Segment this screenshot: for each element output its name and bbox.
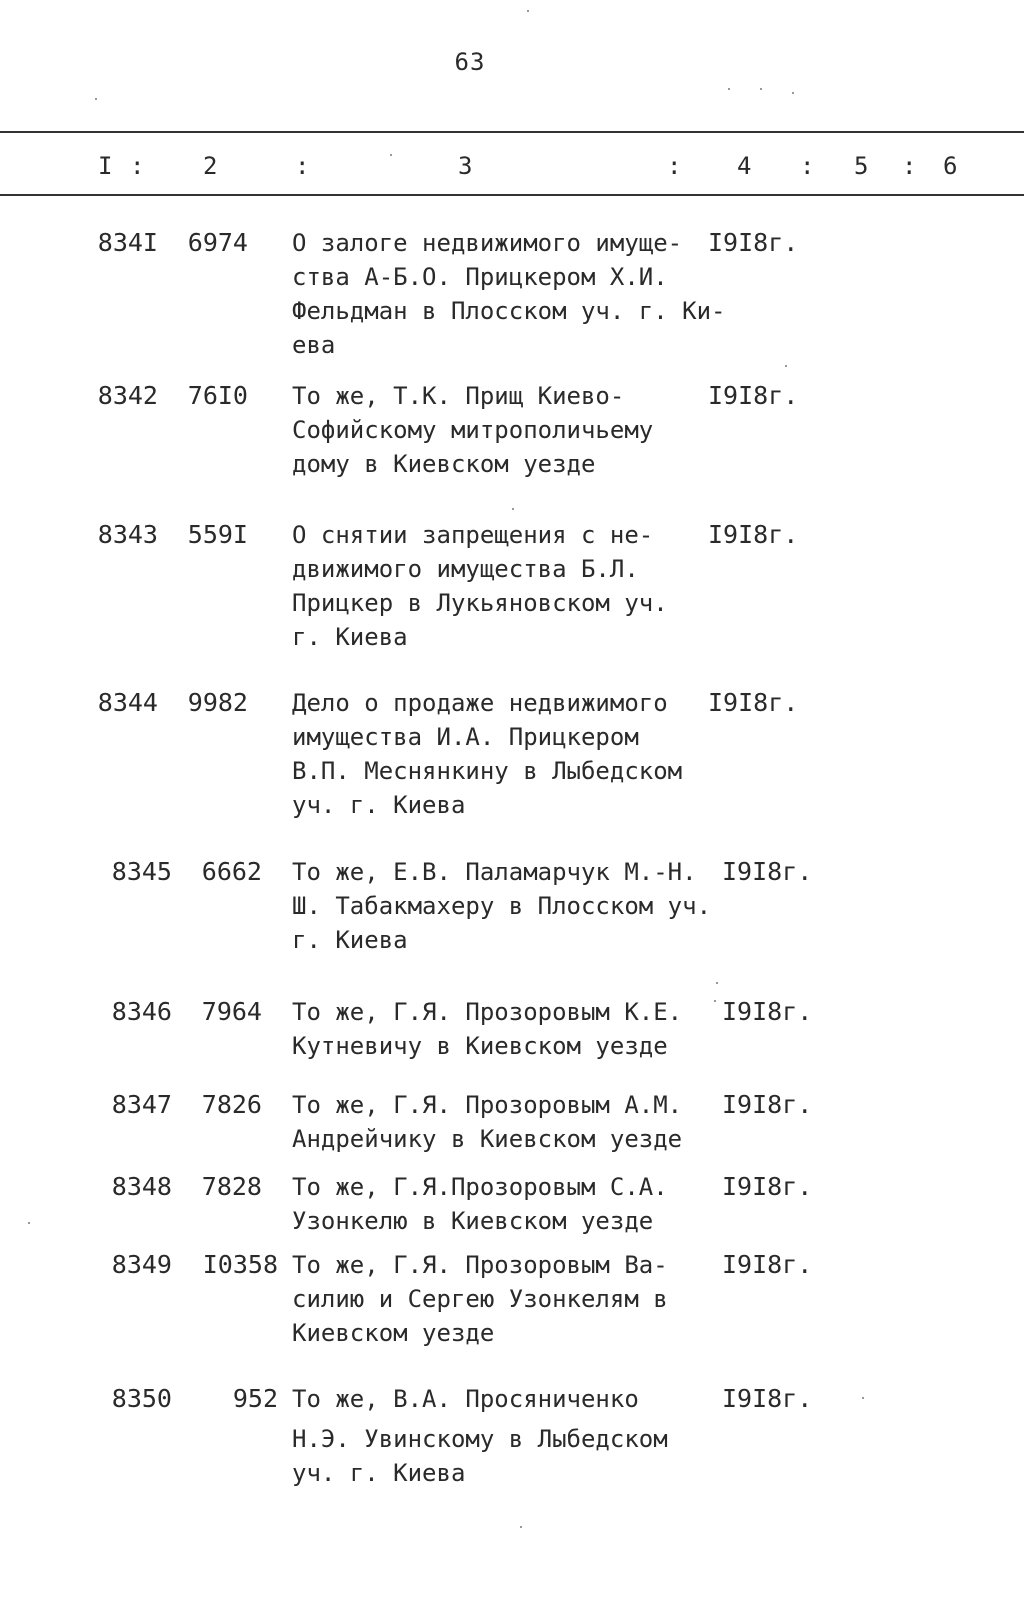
entry-title-line: силию и Сергею Узонкелям в (292, 1285, 668, 1313)
entry-title (292, 379, 722, 481)
column-separator: : (667, 152, 682, 180)
entry-title-line: То же, Г.Я. Прозоровым А.М. (292, 1091, 683, 1119)
header-rule-top (0, 131, 1024, 133)
entry-date: I9I8г. (708, 688, 799, 717)
column-separator: : (295, 152, 310, 180)
entry-title-line: Софийскому митрополичьему (292, 416, 654, 444)
entry-title-line: Прицкер в Лукьяновском уч. (292, 589, 668, 617)
scan-speck (728, 88, 730, 90)
entry-date: I9I8г. (722, 1172, 813, 1201)
entry-title (292, 226, 726, 362)
entry-number: 8345 (111, 857, 172, 886)
entry-title-line: г. Киева (292, 926, 408, 954)
scan-speck (716, 982, 718, 984)
old-number: 7828 (201, 1172, 262, 1201)
old-number: 559I (187, 520, 248, 549)
scan-speck (792, 92, 794, 94)
column-separator: : (800, 152, 815, 180)
entry-number: 8347 (111, 1090, 172, 1119)
entry-date: I9I8г. (708, 381, 799, 410)
old-number: 6974 (187, 228, 248, 257)
entry-number: 8342 (97, 381, 158, 410)
entry-date: I9I8г. (708, 228, 799, 257)
entry-title-line: Ш. Табакмахеру в Плосском уч. (292, 892, 712, 920)
entry-title-line: Дело о продаже недвижимого (292, 689, 668, 717)
entry-title-line: уч. г. Киева (292, 791, 466, 819)
column-header-1: I (98, 152, 113, 180)
entry-date: I9I8г. (722, 997, 813, 1026)
entry-title-line: ева (292, 331, 336, 359)
entry-title-line: То же, Е.В. Паламарчук М.-Н. (292, 858, 697, 886)
old-number: 952 (232, 1384, 278, 1413)
entry-title (292, 855, 722, 957)
scan-speck (785, 365, 787, 367)
entry-title-line: То же, Г.Я. Прозоровым Ва- (292, 1251, 668, 1279)
old-number: 76I0 (187, 381, 248, 410)
scan-speck (512, 508, 514, 510)
entry-number: 8343 (97, 520, 158, 549)
scan-speck (28, 1222, 30, 1224)
entry-title-line: О залоге недвижимого имуще- (292, 229, 683, 257)
entry-number: 834I (97, 228, 158, 257)
entry-title-line: Узонкелю в Киевском уезде (292, 1207, 654, 1235)
entry-date: I9I8г. (708, 520, 799, 549)
entry-date: I9I8г. (722, 857, 813, 886)
old-number: I0358 (202, 1250, 278, 1279)
entry-title-line: уч. г. Киева (292, 1459, 466, 1487)
entry-title-line: ства А-Б.О. Прицкером Х.И. (292, 263, 668, 291)
entry-title-line: То же, В.А. Просяниченко (292, 1385, 639, 1413)
entry-title-line: Киевском уезде (292, 1319, 495, 1347)
column-header-4: 4 (737, 152, 752, 180)
entry-title-line: То же, Т.К. Прищ Киево- (292, 382, 625, 410)
entry-title-line: Фельдман в Плосском уч. г. Ки- (292, 297, 726, 325)
entry-title-line: имущества И.А. Прицкером (292, 723, 639, 751)
entry-title-line: То же, Г.Я. Прозоровым К.Е. (292, 998, 683, 1026)
column-separator: : (130, 152, 145, 180)
entry-title-line: дому в Киевском уезде (292, 450, 596, 478)
entry-title-line: Н.Э. Увинскому в Лыбедском (292, 1425, 668, 1453)
entry-number: 8350 (111, 1384, 172, 1413)
entry-number: 8346 (111, 997, 172, 1026)
header-rule-bottom (0, 194, 1024, 196)
column-header-6: 6 (943, 152, 958, 180)
entry-title-line: То же, Г.Я.Прозоровым С.А. (292, 1173, 668, 1201)
scan-speck (95, 98, 97, 100)
entry-title-line: Кутневичу в Киевском уезде (292, 1032, 668, 1060)
entry-title (292, 1382, 722, 1490)
old-number: 9982 (187, 688, 248, 717)
scan-speck (520, 1526, 522, 1528)
entry-title-line: г. Киева (292, 623, 408, 651)
scan-speck (714, 1000, 716, 1002)
scan-speck (390, 154, 392, 156)
entry-title-line: движимого имущества Б.Л. (292, 555, 639, 583)
old-number: 7826 (201, 1090, 262, 1119)
entry-title (292, 518, 722, 654)
entry-title (292, 1248, 722, 1350)
column-header-2: 2 (203, 152, 218, 180)
scan-speck (862, 1397, 864, 1399)
old-number: 6662 (201, 857, 262, 886)
entry-title (292, 686, 722, 822)
scan-speck (760, 88, 762, 90)
page-number: 63 (454, 48, 486, 76)
entry-title (292, 995, 722, 1063)
entry-number: 8344 (97, 688, 158, 717)
entry-title-line: О снятии запрещения с не- (292, 521, 654, 549)
scan-speck (527, 10, 529, 12)
old-number: 7964 (201, 997, 262, 1026)
entry-date: I9I8г. (722, 1090, 813, 1119)
entry-title (292, 1088, 722, 1156)
entry-date: I9I8г. (722, 1250, 813, 1279)
entry-number: 8349 (111, 1250, 172, 1279)
entry-date: I9I8г. (722, 1384, 813, 1413)
entry-title (292, 1170, 722, 1238)
entry-title-line: Андрейчику в Киевском уезде (292, 1125, 683, 1153)
column-header-5: 5 (854, 152, 869, 180)
column-header-3: 3 (458, 152, 473, 180)
entry-number: 8348 (111, 1172, 172, 1201)
entry-title-line: В.П. Меснянкину в Лыбедском (292, 757, 683, 785)
column-separator: : (902, 152, 917, 180)
